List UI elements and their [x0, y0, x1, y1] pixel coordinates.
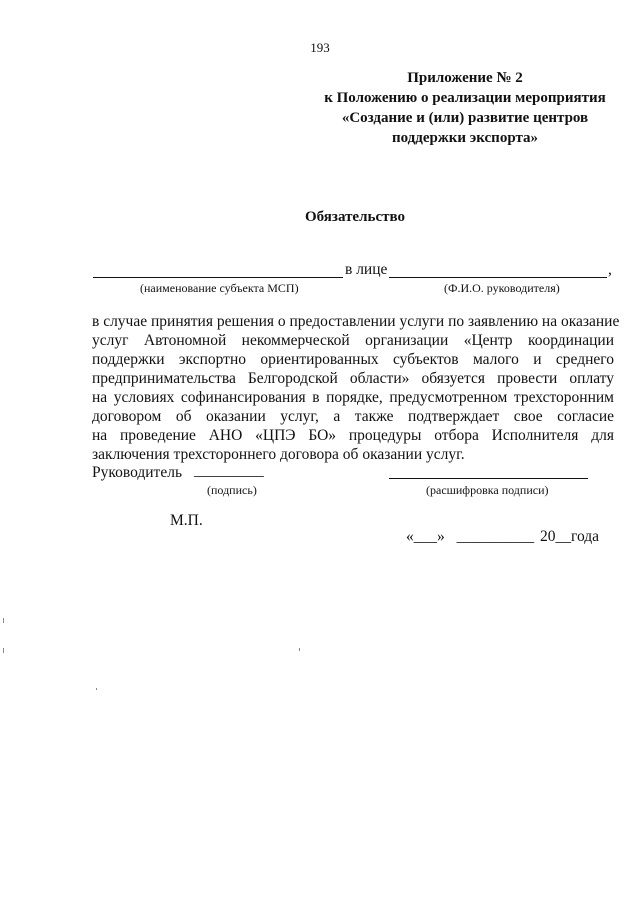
scan-speck [3, 648, 4, 653]
appendix-line-4: поддержки экспорта» [391, 130, 539, 146]
party-line-comma: , [608, 261, 612, 278]
document-title: Обязательство [305, 209, 405, 225]
obligation-body [92, 312, 620, 464]
appendix-line-2: к Положению о реализации мероприятия [324, 90, 606, 106]
appendix-line-3: «Создание и (или) развитие центров [341, 110, 589, 126]
signature-label: (подпись) [207, 483, 257, 497]
body-line: договором об оказании услуг, а также подтверждает свое согласие [92, 408, 614, 425]
page-number: 193 [310, 40, 330, 55]
date-month-blank: __________ [456, 528, 535, 545]
entity-name-line [93, 277, 343, 278]
director-name-line [389, 277, 607, 278]
scan-speck [3, 618, 4, 623]
body-line: поддержки экспортно ориентированных субъектов малого и среднего [92, 351, 614, 368]
in-person-text: в лице [345, 261, 388, 278]
stamp-place: М.П. [170, 512, 203, 529]
date-quote-open: « [406, 528, 414, 545]
date-year-blank: __ [555, 528, 571, 545]
date-line [406, 528, 599, 546]
body-line: в случае принятия решения о предоставлении услуги по заявлению на оказание [92, 313, 620, 330]
body-line: услуг Автономной некоммерческой организации «Центр координации [92, 332, 614, 349]
scan-speck [96, 688, 97, 690]
date-day-blank: ___ [413, 528, 437, 545]
signature-blank: _________ [194, 462, 264, 479]
body-line: заключения трехстороннего договора об оказании услуг. [92, 446, 465, 463]
body-line: предпринимательства Белгородской области» обязуется провести оплату [92, 370, 614, 387]
director-name-label: (Ф.И.О. руководителя) [444, 281, 560, 295]
appendix-line-1: Приложение № 2 [407, 70, 523, 86]
date-year-word: года [571, 528, 600, 545]
signature-decoding-label: (расшифровка подписи) [426, 483, 549, 497]
body-line: на условиях софинансирования в порядке, предусмотренном трехсторонним [92, 389, 614, 406]
date-year-prefix: 20 [540, 528, 556, 545]
scan-speck [299, 648, 300, 651]
signature-decoding-line [389, 478, 588, 479]
body-line: на проведение АНО «ЦПЭ БО» процедуры отбора Исполнителя для [92, 427, 614, 444]
entity-name-label: (наименование субъекта МСП) [140, 281, 299, 295]
date-quote-close: » [437, 528, 445, 545]
appendix-header [300, 68, 630, 148]
signature-role: Руководитель [92, 464, 183, 481]
